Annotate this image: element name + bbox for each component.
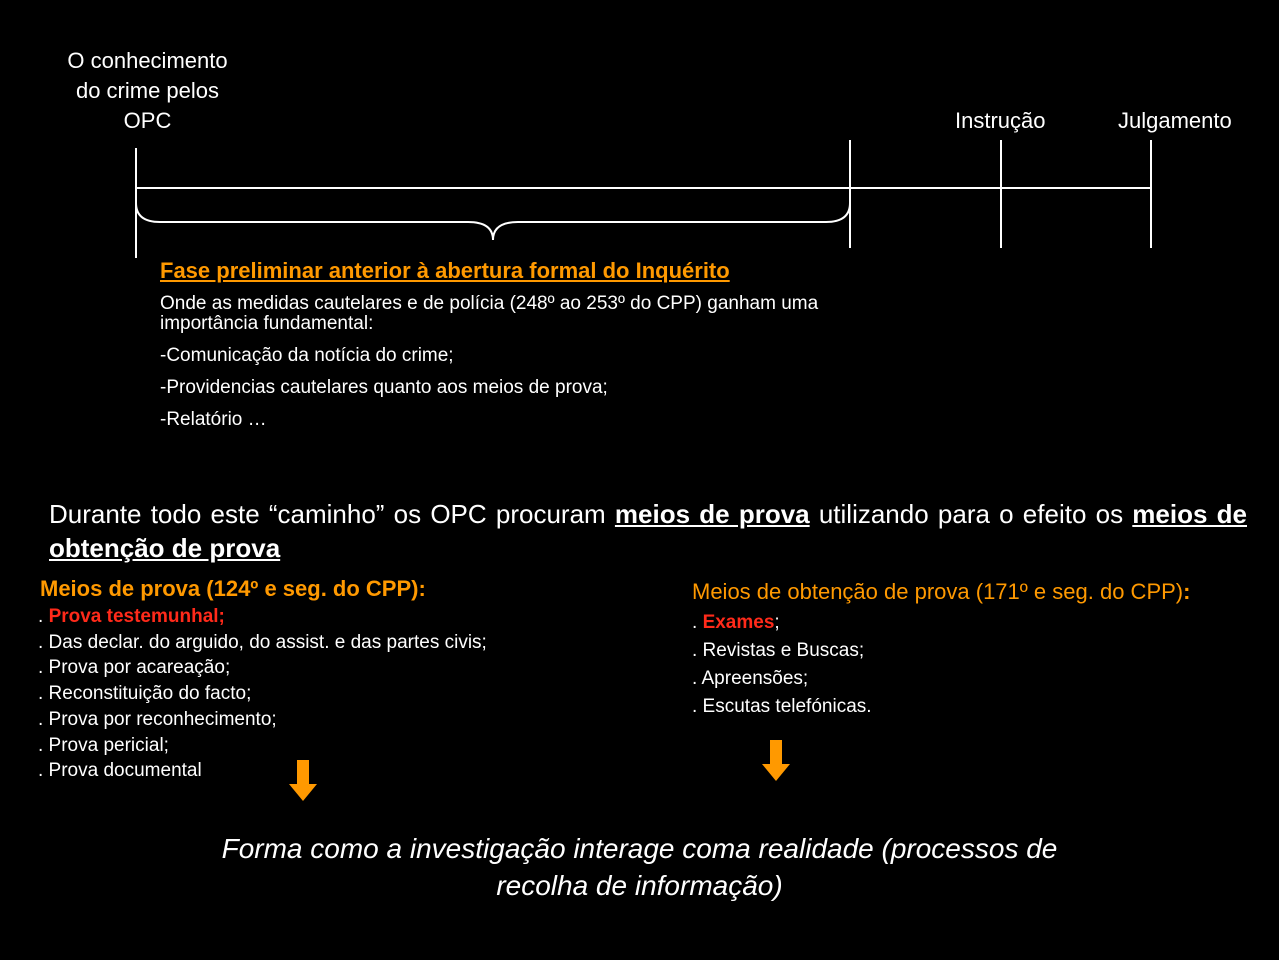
down-arrow-icon (761, 740, 791, 782)
during-text-middle: utilizando para o efeito os (809, 499, 1133, 529)
meios-prova-item: . Prova por acareação; (38, 657, 231, 679)
stage-julgamento-label: Julgamento (1118, 108, 1232, 133)
start-label-line-1: O conhecimento (67, 48, 228, 73)
during-text-before: Durante todo este “caminho” os OPC procuram (49, 499, 615, 529)
preliminary-phase-brace (136, 203, 850, 240)
during-emph-meios-obtencao: meios de obtenção de prova (49, 499, 1247, 563)
stage-instrucao-label: Instrução (955, 108, 1046, 133)
meios-obtencao-heading-text: Meios de obtenção de prova (171º e seg. do CPP) (692, 579, 1184, 604)
meios-prova-item: . Das declar. do arguido, do assist. e das partes civis; (38, 631, 487, 653)
meios-prova-item-testemunhal (38, 604, 487, 630)
meios-obtencao-item-exames (692, 609, 872, 637)
item-suffix: ; (774, 612, 780, 633)
phase-title: Fase preliminar anterior à abertura formal do Inquérito (160, 258, 730, 283)
phase-item-relatorio: -Relatório … (160, 409, 267, 430)
meios-obtencao-item: . Escutas telefónicas. (692, 696, 872, 717)
meios-prova-item: . Prova pericial; (38, 734, 169, 756)
timeline-diagram (0, 0, 1279, 260)
meios-obtencao-heading-colon: : (1183, 579, 1191, 604)
item-prefix: . (692, 612, 703, 633)
during-paragraph (49, 497, 1247, 565)
conclusion-text (100, 830, 1179, 904)
conclusion-line-1: Forma como a investigação interage coma realidade (processos de (221, 833, 1058, 864)
item-highlight: Prova testemunhal; (48, 606, 225, 627)
item-prefix: . (38, 606, 49, 627)
down-arrow-icon (288, 760, 318, 802)
phase-item-providencias: -Providencias cautelares quanto aos meios de prova; (160, 377, 608, 398)
meios-prova-item: . Reconstituição do facto; (38, 683, 252, 705)
meios-prova-heading: Meios de prova (124º e seg. do CPP): (40, 576, 426, 601)
meios-prova-list (38, 604, 487, 784)
start-label-line-2: do crime pelos (75, 78, 220, 103)
meios-obtencao-item: . Revistas e Buscas; (692, 640, 865, 661)
phase-description: Onde as medidas cautelares e de polícia (248º ao 253º do CPP) ganham uma importância fundamental: (160, 293, 819, 334)
phase-item-comunicacao: -Comunicação da notícia do crime; (160, 345, 454, 366)
meios-prova-item: . Prova por reconhecimento; (38, 708, 277, 730)
meios-obtencao-list (692, 609, 872, 721)
meios-obtencao-heading (692, 579, 1190, 605)
start-label-line-3: OPC (123, 108, 172, 133)
meios-prova-item: . Prova documental (38, 760, 202, 782)
item-highlight: Exames (702, 612, 775, 633)
conclusion-line-2: recolha de informação) (496, 870, 783, 901)
during-emph-meios-prova: meios de prova (614, 499, 810, 529)
meios-obtencao-item: . Apreensões; (692, 668, 809, 689)
